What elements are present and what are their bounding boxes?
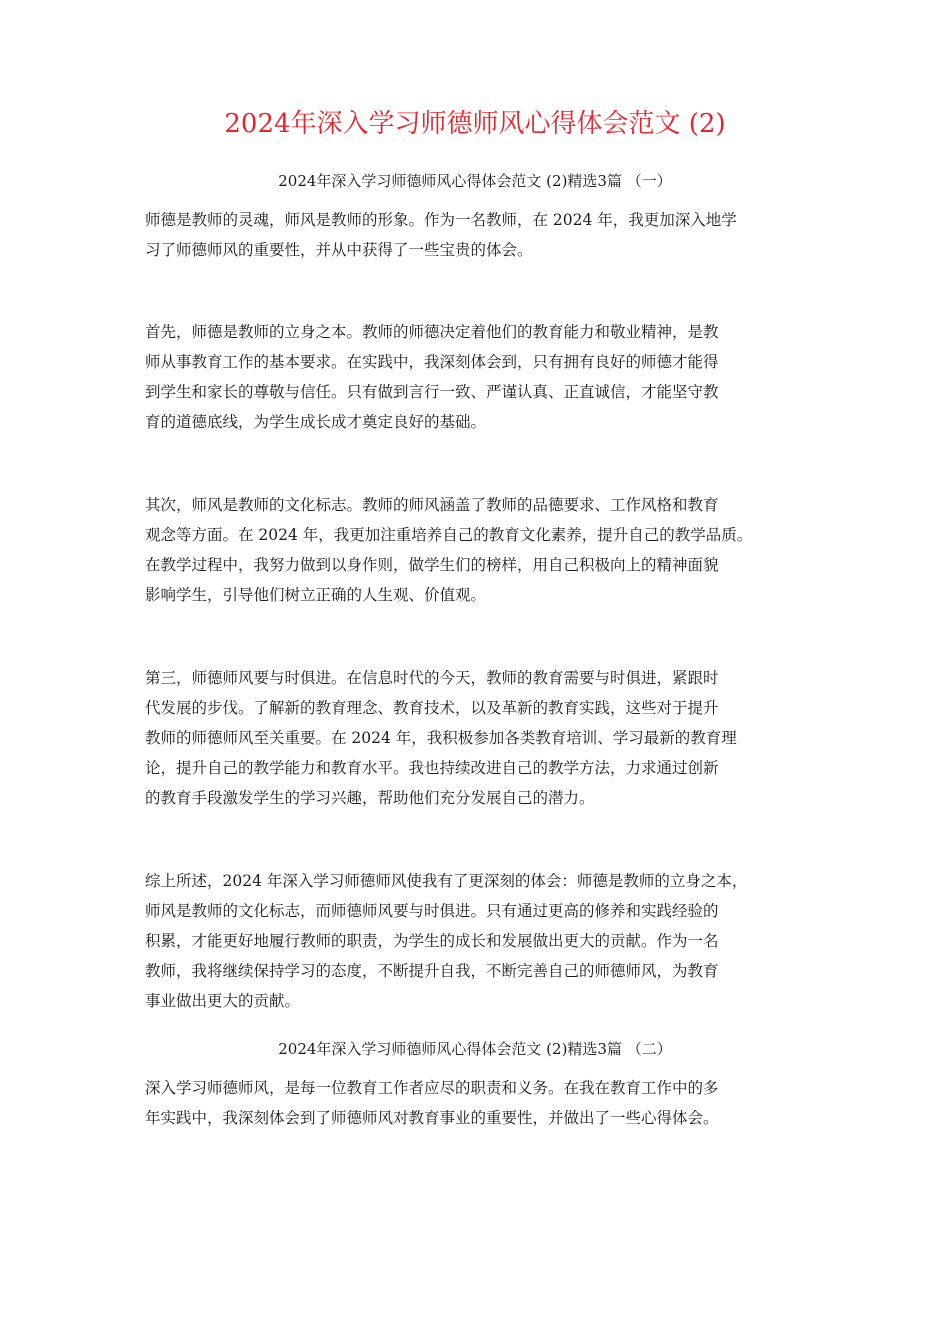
paragraph-line: 师从事教育工作的基本要求。在实践中，我深刻体会到，只有拥有良好的师德才能得 <box>145 353 719 371</box>
paragraph-line: 深入学习师德师风，是每一位教育工作者应尽的职责和义务。在我在教育工作中的多 <box>145 1079 719 1097</box>
paragraph-6 <box>145 1073 825 1133</box>
paragraph-line: 教师的师德师风至关重要。在 2024 年，我积极参加各类教育培训、学习最新的教育理 <box>145 729 737 747</box>
paragraph-2 <box>145 317 825 437</box>
paragraph-line: 代发展的步伐。了解新的教育理念、教育技术，以及革新的教育实践，这些对于提升 <box>145 699 719 717</box>
paragraph-line: 教师，我将继续保持学习的态度，不断提升自我，不断完善自己的师德师风，为教育 <box>145 962 719 980</box>
paragraph-line: 积累，才能更好地履行教师的职责，为学生的成长和发展做出更大的贡献。作为一名 <box>145 932 719 950</box>
paragraph-line: 首先，师德是教师的立身之本。教师的师德决定着他们的教育能力和敬业精神，是教 <box>145 323 719 341</box>
paragraph-line: 师风是教师的文化标志，而师德师风要与时俱进。只有通过更高的修养和实践经验的 <box>145 902 719 920</box>
paragraph-line: 其次，师风是教师的文化标志。教师的师风涵盖了教师的品德要求、工作风格和教育 <box>145 496 719 514</box>
paragraph-4 <box>145 663 825 813</box>
paragraph-line: 影响学生，引导他们树立正确的人生观、价值观。 <box>145 586 487 604</box>
paragraph-line: 事业做出更大的贡献。 <box>145 992 301 1010</box>
paragraph-line: 师德是教师的灵魂，师风是教师的形象。作为一名教师，在 2024 年，我更加深入地学 <box>145 211 737 229</box>
paragraph-5 <box>145 866 825 1016</box>
paragraph-line: 年实践中，我深刻体会到了师德师风对教育事业的重要性，并做出了一些心得体会。 <box>145 1109 719 1127</box>
section-heading-1: 2024年深入学习师德师风心得体会范文 (2)精选3篇 （一） <box>278 172 672 190</box>
paragraph-line: 到学生和家长的尊敬与信任。只有做到言行一致、严谨认真、正直诚信，才能坚守教 <box>145 383 719 401</box>
paragraph-1 <box>145 205 825 265</box>
paragraph-line: 观念等方面。在 2024 年，我更加注重培养自己的教育文化素养，提升自己的教学品质。 <box>145 526 753 544</box>
paragraph-line: 育的道德底线，为学生成长成才奠定良好的基础。 <box>145 413 487 431</box>
paragraph-line: 在教学过程中，我努力做到以身作则，做学生们的榜样，用自己积极向上的精神面貌 <box>145 556 719 574</box>
paragraph-line: 第三，师德师风要与时俱进。在信息时代的今天，教师的教育需要与时俱进，紧跟时 <box>145 669 719 687</box>
paragraph-line: 综上所述，2024 年深入学习师德师风使我有了更深刻的体会：师德是教师的立身之本， <box>145 872 748 890</box>
paragraph-line: 论，提升自己的教学能力和教育水平。我也持续改进自己的教学方法，力求通过创新 <box>145 759 719 777</box>
section-heading-2: 2024年深入学习师德师风心得体会范文 (2)精选3篇 （二） <box>278 1040 672 1058</box>
paragraph-line: 习了师德师风的重要性，并从中获得了一些宝贵的体会。 <box>145 241 533 259</box>
paragraph-line: 的教育手段激发学生的学习兴趣，帮助他们充分发展自己的潜力。 <box>145 789 595 807</box>
document-title: 2024年深入学习师德师风心得体会范文 (2) <box>224 109 726 139</box>
paragraph-3 <box>145 490 825 610</box>
